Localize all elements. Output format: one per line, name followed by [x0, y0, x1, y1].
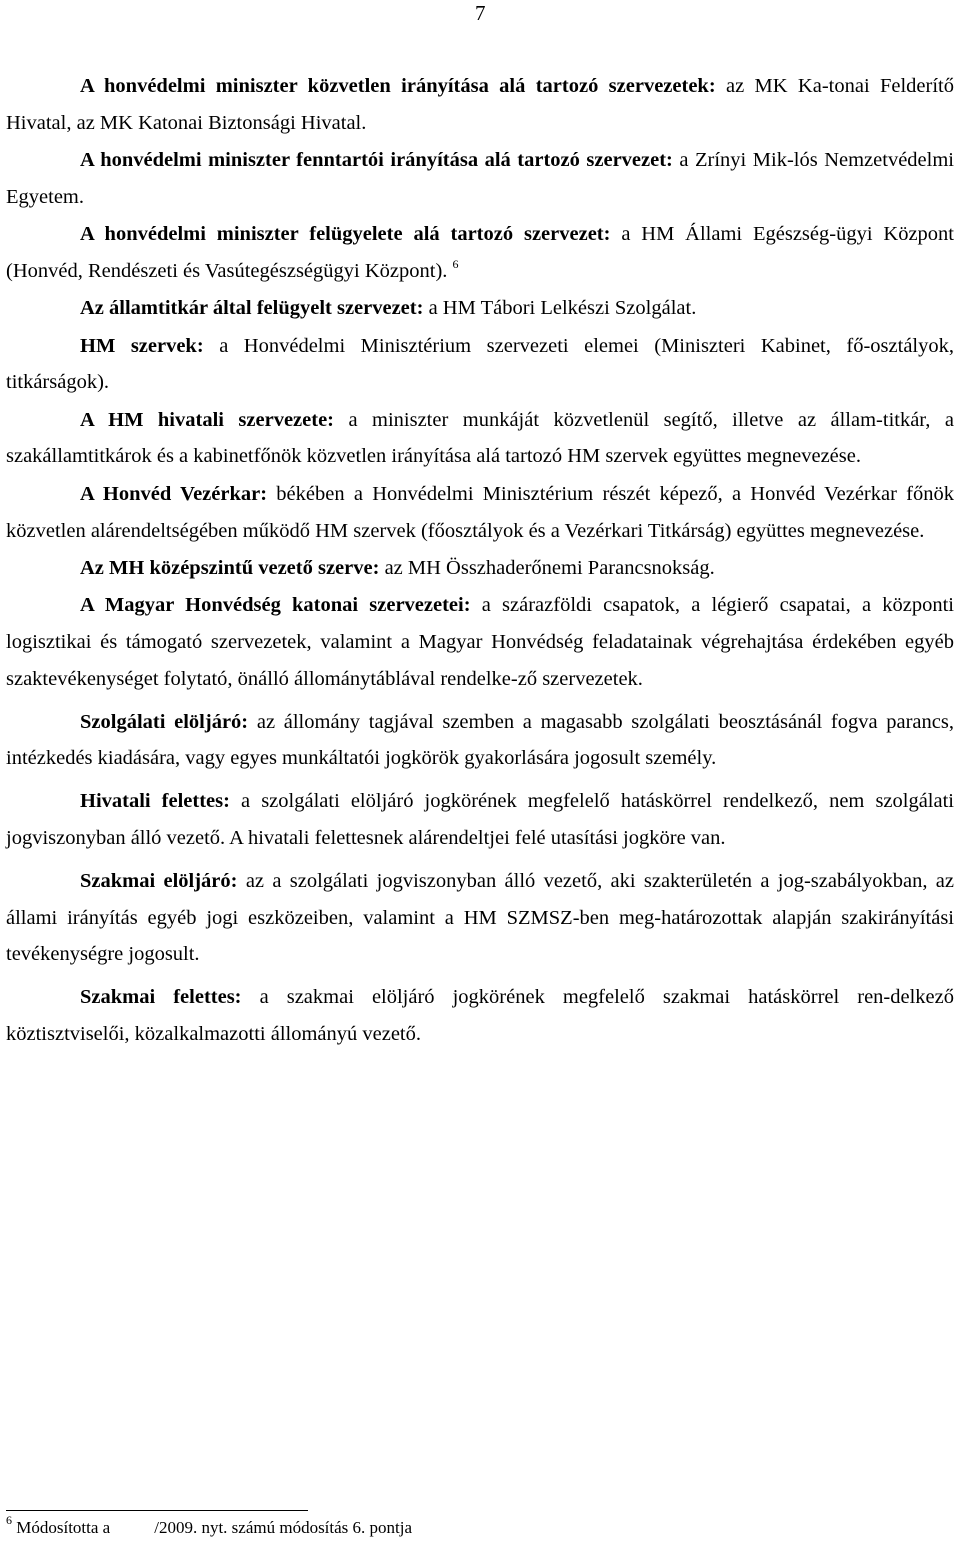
footnote [6, 1513, 946, 1539]
term: A honvédelmi miniszter közvetlen irányítása alá tartozó szervezetek: [80, 75, 716, 97]
term: A honvédelmi miniszter felügyelete alá tartozó szervezet: [80, 223, 611, 246]
paragraph [6, 979, 954, 1053]
term: A Magyar Honvédség katonai szervezetei: [80, 594, 471, 617]
paragraph [6, 704, 954, 778]
paragraph [6, 328, 954, 402]
definition: a HM Tábori Lelkészi Szolgálat. [423, 297, 697, 320]
definition: a miniszter munkáját közvetlenül segítő, illetve az állam-titkár, a szakállamtitkárok és a kabinetfőnök közvetlen irányítása alá tartozó HM szervek együttes megnevezése. [6, 408, 954, 468]
page-number: 7 [475, 1, 486, 25]
term: Az államtitkár által felügyelt szervezet: [80, 297, 424, 320]
paragraph [6, 587, 954, 697]
paragraph [6, 550, 954, 587]
definition: a Honvédelmi Minisztérium szervezeti elemei (Miniszteri Kabinet, fő-osztályok, titkárságok). [6, 334, 954, 394]
paragraph [6, 476, 954, 550]
definition: az állomány tagjával szemben a magasabb szolgálati beosztásánál fogva parancs, intézkedés kiadására, vagy egyes munkáltatói jogkörök gyakorlására jogosult személy. [6, 710, 954, 770]
paragraph [6, 68, 954, 142]
definition: a szakmai elöljáró jogkörének megfelelő szakmai hatáskörrel ren-delkező köztisztviselői, közalkalmazotti állományú vezető. [6, 986, 954, 1045]
footnote-number: 6 [6, 1513, 12, 1527]
definition: a Zrínyi Mik-lós Nemzetvédelmi Egyetem. [6, 149, 954, 208]
term: A honvédelmi miniszter fenntartói irányítása alá tartozó szervezet: [80, 149, 673, 172]
term: Szolgálati elöljáró: [80, 710, 249, 733]
term: Szakmai felettes: [80, 986, 242, 1009]
term: A Honvéd Vezérkar: [80, 482, 268, 505]
paragraph [6, 290, 954, 327]
footnote-text-after: /2009. nyt. számú módosítás 6. pontja [154, 1518, 413, 1537]
definition: a szolgálati elöljáró jogkörének megfelelő hatáskörrel rendelkező, nem szolgálati jogviszonyban álló vezető. A hivatali felettesnek alárendeltjei felé utasítási jogköre van. [6, 790, 954, 849]
paragraph [6, 402, 954, 476]
term: A HM hivatali szervezete: [80, 408, 334, 431]
document-body [6, 68, 954, 1053]
footnote-text-before: Módosította a [16, 1518, 111, 1537]
paragraph [6, 142, 954, 216]
definition: békében a Honvédelmi Minisztérium részét képező, a Honvéd Vezérkar főnök közvetlen alárendeltségében működő HM szervek (főosztályok és a Vezérkari Titkárság) együttes megnevezése. [6, 482, 954, 542]
term: Hivatali felettes: [80, 790, 230, 813]
definition: az MH Összhaderőnemi Parancsnokság. [379, 556, 715, 579]
term: HM szervek: [80, 334, 204, 357]
footnote-separator [6, 1510, 308, 1511]
definition: az MK Ka-tonai Felderítő Hivatal, az MK Katonai Biztonsági Hivatal. [6, 75, 954, 134]
definition: a szárazföldi csapatok, a légierő csapatai, a központi logisztikai és támogató szervezetek, valamint a Magyar Honvédség feladatainak végrehajtása érdekében egyéb szaktevékenységet folytató, önálló állománytáblával rendelke-ző szervezetek. [6, 594, 954, 690]
term: Az MH középszintű vezető szerve: [80, 556, 380, 579]
paragraph [6, 783, 954, 857]
footnote-ref[interactable]: 6 [452, 256, 459, 271]
definition: a HM Állami Egészség-ügyi Központ (Honvéd, Rendészeti és Vasútegészségügyi Központ). [6, 223, 954, 282]
paragraph [6, 863, 954, 973]
paragraph [6, 216, 954, 290]
definition: az a szolgálati jogviszonyban álló vezető, aki szakterületén a jog-szabályokban, az állami irányítás egyéb jogi eszközeiben, valamint a HM SZMSZ-ben meg-határozottak alapján szakirányítási tevékenységre jogosult. [6, 869, 954, 966]
term: Szakmai elöljáró: [80, 869, 238, 892]
